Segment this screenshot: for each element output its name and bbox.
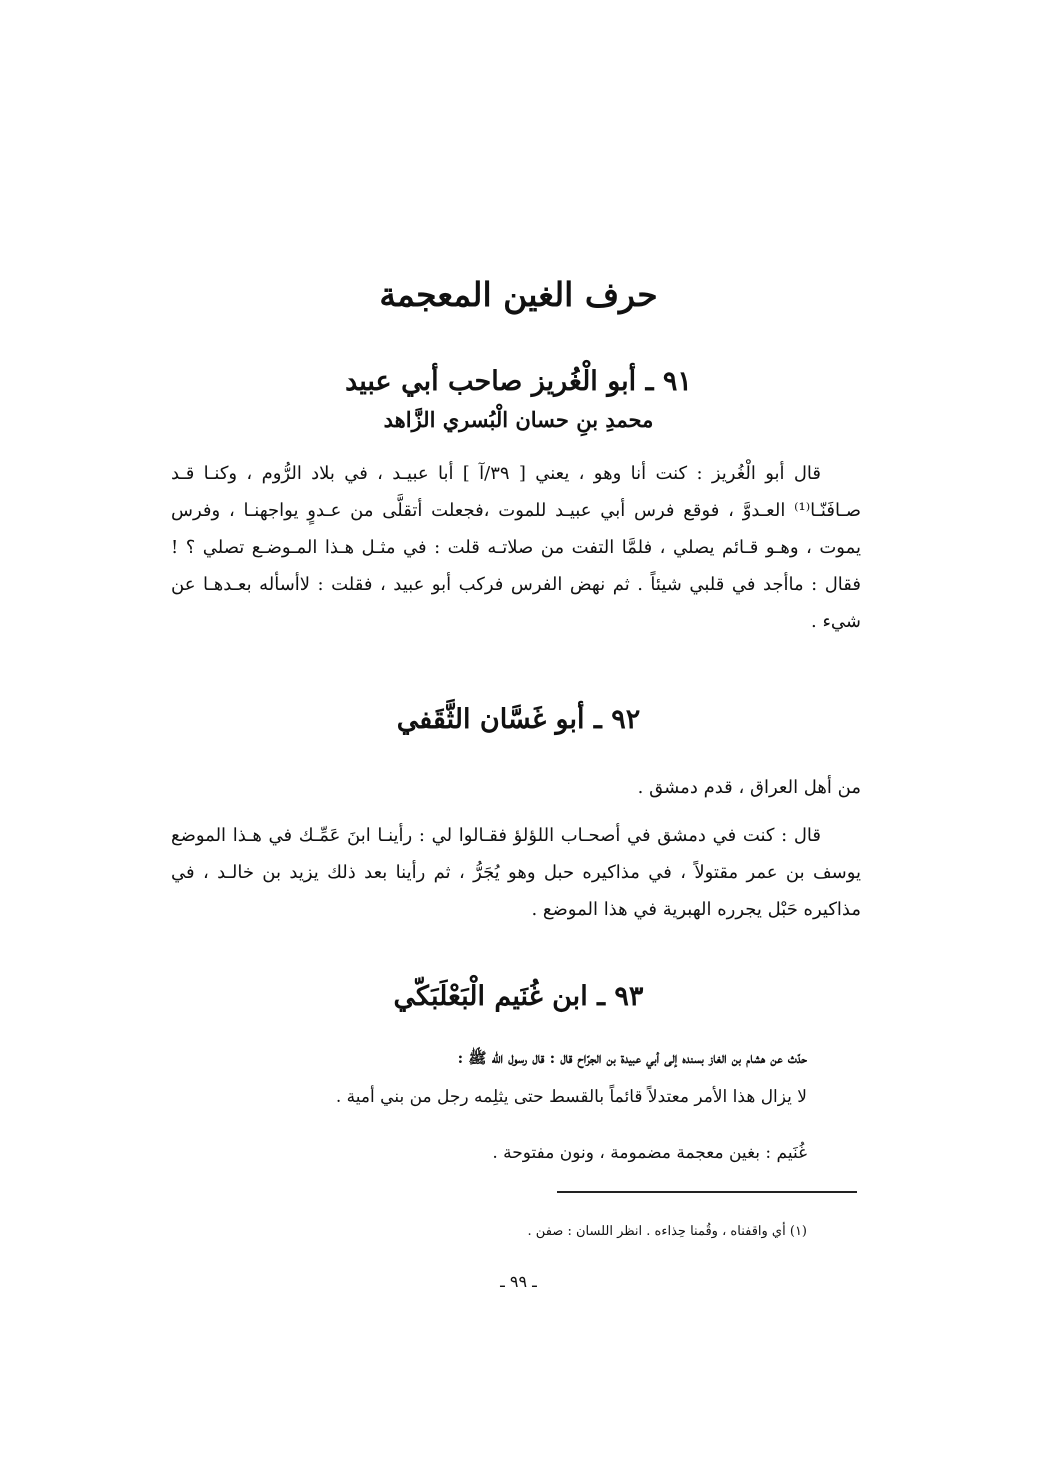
entry-92-paragraph-story: قال : كنت في دمشق في أصحـاب اللؤلؤ فقـالوا لي : رأينـا ابنَ عَمِّـك في هـذا الموضع يوسف بن عمر مقتولاً ، في مذاكيره حبل وهو يُجَرُّ ، ثم رأينا بعد ذلك يزيد بن خالـد ، في مذاكيره حَبْل يجرره الهبرية في هذا الموضع .	[171, 825, 861, 920]
entry-93-heading: ٩٣ ـ ابن غُنَيم الْبَعْلَبَكّي	[393, 981, 644, 1012]
page-number: ـ ٩٩ ـ	[500, 1272, 537, 1291]
entry-92-heading: ٩٢ ـ أبو غَسَّان الثَّقَفي	[396, 704, 641, 735]
entry-91-paragraph: قال أبو الْغُريز : كنت أنا وهو ، يعني [ ٣٩/آ ] أبا عبيـد ، في بلاد الرُّوم ، وكنـا قـد صـافَنّـا⁽¹⁾ العـدوَّ ، فوقع فرس أبي عبيـد للموت ،فجعلت أتقلَّى من عـدوٍ يواجهنـا ، وفرس يموت ، وهـو قـائم يصلي ، فلمَّا التفت من صلاتـه قلت : في مثـل هـذا المـوضـع تصلي ؟ ! فقال : ماأجد في قلبي شيئاً . ثم نهض الفرس فركب أبو عبيد ، فقلت : لاأسأله بعـدهـا عن شيء .	[171, 463, 861, 632]
entry-91-subheading: محمدِ بنِ حسان الْبُسري الزَّاهد	[383, 407, 654, 432]
footnote: (١) أي واقفناه ، وقُمنا حِذاءه . انظر اللسان : صفن .	[527, 1224, 807, 1239]
entry-93-hadith-text: لا يزال هذا الأمر معتدلاً قائماً بالقسط حتى يثلِمه رجل من بني أمية .	[335, 1087, 807, 1107]
chapter-title: حرف الغين المعجمة	[379, 275, 658, 314]
entry-93-hadith-intro: حدّث عن هشام بن الغاز بسنده إلى أبي عبيدة بن الجرّاح قال : قال رسول الله ﷺ :	[457, 1049, 807, 1067]
entry-92-paragraph-origin: من أهل العراق ، قدم دمشق .	[637, 777, 861, 798]
entry-91-heading: ٩١ ـ أبو الْغُريز صاحب أبي عبيد	[345, 366, 692, 397]
entry-93-note: غُنَيم : بغين معجمة مضمومة ، ونون مفتوحة .	[492, 1143, 807, 1163]
footnote-divider	[557, 1191, 857, 1193]
